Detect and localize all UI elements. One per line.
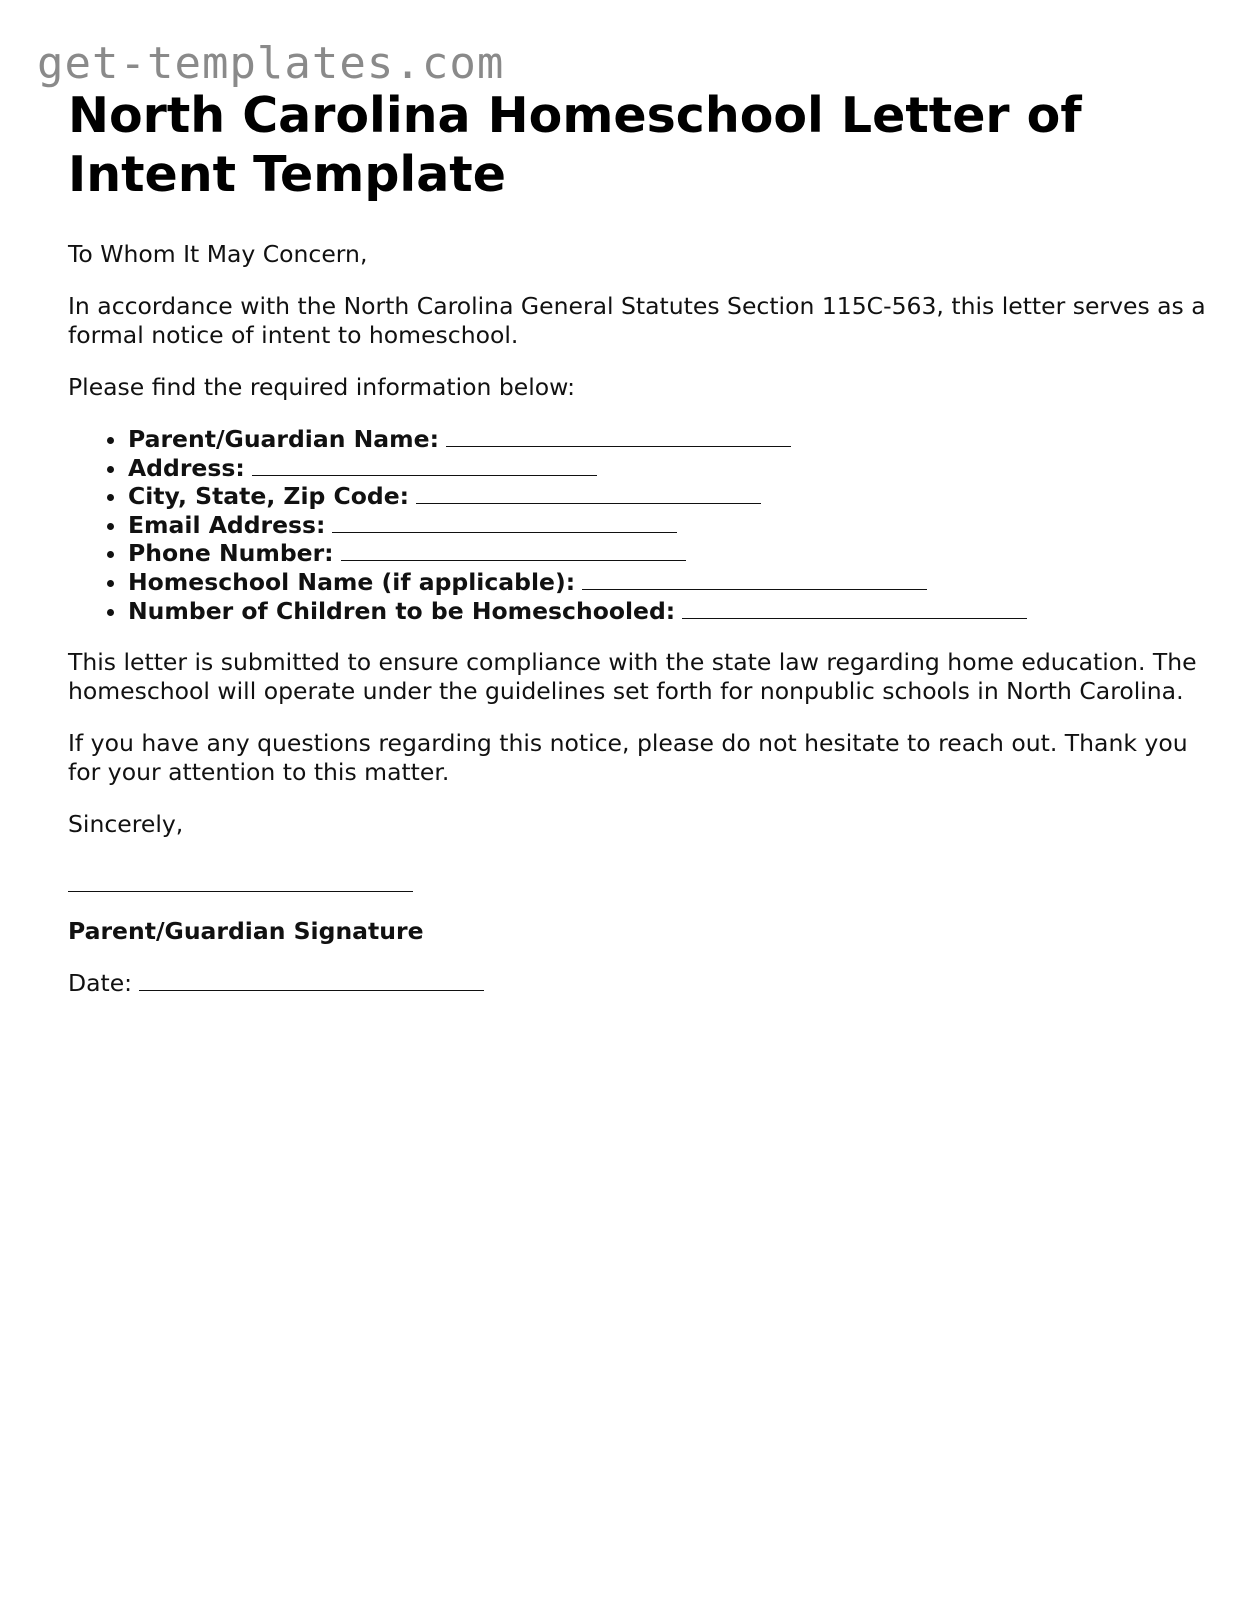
required-info-text: Please find the required information below: (68, 373, 576, 401)
list-item (128, 425, 1208, 454)
signature-label: Parent/Guardian Signature (68, 917, 424, 946)
greeting-text: To Whom It May Concern, (68, 240, 368, 268)
number-of-children-blank[interactable] (682, 598, 1027, 619)
date-row (68, 969, 1208, 998)
email-blank[interactable] (332, 512, 677, 533)
field-label-homeschool-name: Homeschool Name (if applicable): (128, 567, 576, 596)
signature-blank[interactable] (68, 870, 413, 892)
compliance-paragraph: This letter is submitted to ensure compliance with the state law regarding home education. The homeschool will operate under the guidelines set forth for nonpublic schools in North Carolina. (68, 648, 1197, 706)
field-label-address: Address: (128, 453, 245, 482)
date-label: Date: (68, 969, 133, 998)
list-item (128, 511, 1208, 540)
field-label-number-of-children: Number of Children to be Homeschooled: (128, 596, 676, 625)
field-label-parent-name: Parent/Guardian Name: (128, 425, 439, 453)
list-item (128, 539, 1208, 568)
date-blank[interactable] (139, 970, 484, 991)
field-label-city-state-zip: City, State, Zip Code: (128, 482, 410, 511)
parent-name-blank[interactable] (446, 426, 791, 447)
required-fields-list (68, 425, 1208, 625)
document-title: North Carolina Homeschool Letter of Intent Template (68, 87, 1082, 203)
field-label-phone: Phone Number: (128, 539, 334, 568)
phone-blank[interactable] (341, 540, 686, 561)
closing-text: Sincerely, (68, 810, 184, 839)
letter-document (68, 86, 1208, 998)
intro-paragraph: In accordance with the North Carolina General Statutes Section 115C-563, this letter serves as a formal notice of intent to homeschool. (68, 292, 1206, 349)
list-item (128, 597, 1208, 626)
questions-paragraph: If you have any questions regarding this notice, please do not hesitate to reach out. Thank you for your attention to this matter. (68, 729, 1188, 787)
city-state-zip-blank[interactable] (416, 483, 761, 504)
homeschool-name-blank[interactable] (582, 569, 927, 590)
field-label-email: Email Address: (128, 510, 326, 539)
list-item (128, 482, 1208, 511)
address-blank[interactable] (252, 455, 597, 476)
site-watermark: get-templates.com (37, 38, 505, 89)
list-item (128, 568, 1208, 597)
list-item (128, 454, 1208, 483)
